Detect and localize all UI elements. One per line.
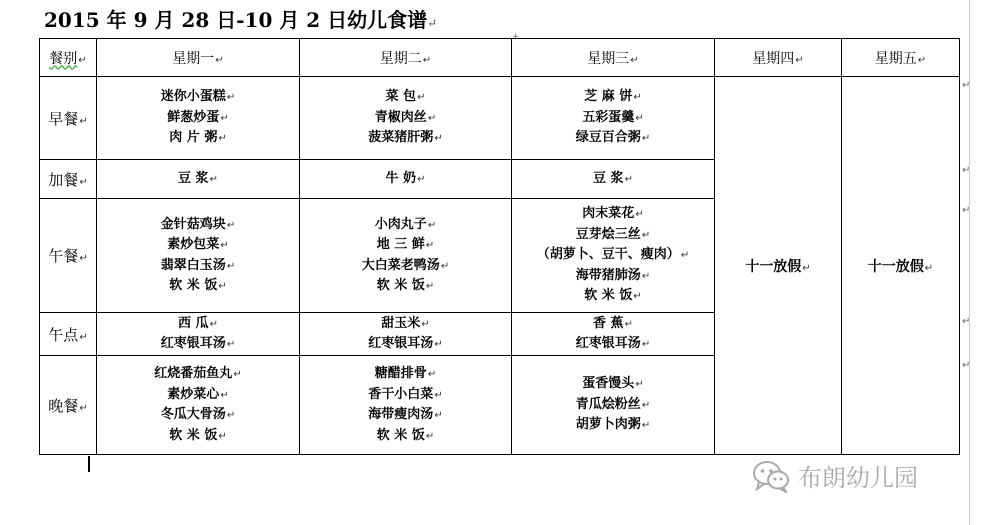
dish: 软 米 饭↵ bbox=[169, 427, 227, 443]
dish: 绿豆百合粥↵ bbox=[575, 130, 651, 146]
dish: 豆 浆↵ bbox=[178, 170, 218, 186]
dish: 菜 包↵ bbox=[385, 89, 426, 105]
dish: 香干小白菜↵ bbox=[368, 386, 443, 402]
dish: 牛 奶↵ bbox=[385, 170, 426, 186]
dish: 红枣银耳汤↵ bbox=[575, 336, 651, 351]
breakfast-row bbox=[40, 77, 960, 160]
dish: 大白菜老鸭汤↵ bbox=[361, 257, 450, 273]
dish: （胡萝卜、豆干、瘦肉）↵ bbox=[536, 247, 690, 263]
wechat-icon bbox=[752, 459, 790, 493]
menu-table bbox=[39, 38, 960, 455]
dish: 软 米 饭↵ bbox=[169, 278, 227, 293]
dish: 红烧番茄鱼丸↵ bbox=[154, 366, 242, 381]
dish: 软 米 饭↵ bbox=[376, 278, 435, 293]
cell-tue-dinner bbox=[300, 356, 512, 455]
dish: 菠菜猪肝粥↵ bbox=[368, 130, 443, 146]
dish: 豆芽烩三丝↵ bbox=[575, 226, 651, 242]
cell-mon-snack bbox=[97, 160, 300, 199]
cell-tue-lunch bbox=[300, 199, 512, 313]
header-friday: 星期五↵ bbox=[842, 39, 960, 77]
dish: 肉 片 粥↵ bbox=[169, 130, 227, 146]
table-anchor-mark: + bbox=[512, 32, 520, 42]
dish: 糖醋排骨↵ bbox=[374, 366, 437, 381]
cell-friday-holiday: 十一放假↵ bbox=[842, 77, 960, 455]
cell-mon-breakfast bbox=[97, 77, 300, 160]
meal-label-afternoon-snack: 午点↵ bbox=[40, 313, 97, 356]
row-end-mark: ↵ bbox=[962, 316, 971, 327]
row-end-mark: ↵ bbox=[962, 360, 971, 371]
header-meal: 餐别↵ bbox=[40, 39, 97, 77]
cell-wed-afternoon bbox=[512, 313, 715, 356]
dish: 地 三 鲜↵ bbox=[376, 237, 435, 252]
header-wednesday: 星期三↵ bbox=[512, 39, 715, 77]
dish: 红枣银耳汤↵ bbox=[368, 336, 443, 351]
dish: 青瓜烩粉丝↵ bbox=[575, 396, 651, 412]
dish: 西 瓜↵ bbox=[178, 315, 218, 331]
header-monday: 星期一↵ bbox=[97, 39, 300, 77]
dish: 甜玉米↵ bbox=[381, 315, 430, 331]
dish: 香 蕉↵ bbox=[593, 315, 633, 331]
meal-label-dinner: 晚餐↵ bbox=[40, 356, 97, 455]
dish: 小肉丸子↵ bbox=[374, 216, 437, 232]
cell-mon-afternoon bbox=[97, 313, 300, 356]
cell-tue-afternoon bbox=[300, 313, 512, 356]
dish: 豆 浆↵ bbox=[593, 170, 633, 186]
cell-wed-lunch bbox=[512, 199, 715, 313]
cell-wed-breakfast bbox=[512, 77, 715, 160]
watermark bbox=[752, 458, 918, 493]
page-title bbox=[44, 4, 437, 33]
dish: 五彩蛋羹↵ bbox=[582, 109, 644, 125]
dish: 红枣银耳汤↵ bbox=[160, 336, 236, 351]
dish: 素炒包菜↵ bbox=[167, 237, 229, 252]
dish: 青椒肉丝↵ bbox=[374, 109, 437, 125]
header-tuesday: 星期二↵ bbox=[300, 39, 512, 77]
cell-mon-dinner bbox=[97, 356, 300, 455]
text-cursor bbox=[88, 456, 90, 472]
dish: 胡萝卜肉粥↵ bbox=[575, 417, 651, 433]
meal-label-breakfast: 早餐↵ bbox=[40, 77, 97, 160]
dish: 软 米 饭↵ bbox=[376, 427, 435, 443]
cell-thursday-holiday: 十一放假↵ bbox=[715, 77, 842, 455]
header-thursday: 星期四↵ bbox=[715, 39, 842, 77]
dish: 芝 麻 饼↵ bbox=[584, 89, 642, 105]
dish: 翡翠白玉汤↵ bbox=[160, 257, 236, 273]
page-margin-line bbox=[969, 0, 970, 525]
cell-mon-lunch bbox=[97, 199, 300, 313]
dish: 素炒菜心↵ bbox=[167, 386, 229, 402]
dish: 冬瓜大骨汤↵ bbox=[160, 407, 236, 422]
row-end-mark: ↵ bbox=[962, 80, 971, 91]
cell-tue-breakfast bbox=[300, 77, 512, 160]
dish: 软 米 饭↵ bbox=[584, 288, 642, 304]
row-end-mark: ↵ bbox=[962, 165, 971, 176]
meal-label-snack: 加餐↵ bbox=[40, 160, 97, 199]
dish: 金针菇鸡块↵ bbox=[160, 216, 236, 232]
cell-tue-snack bbox=[300, 160, 512, 199]
dish: 海带瘦肉汤↵ bbox=[368, 407, 443, 422]
header-row bbox=[40, 39, 960, 77]
dish: 蛋香馒头↵ bbox=[582, 376, 644, 392]
dish: 鲜葱炒蛋↵ bbox=[167, 109, 229, 125]
dish: 迷你小蛋糕↵ bbox=[160, 89, 236, 105]
title-text: 2015 年 9 月 28 日-10 月 2 日幼儿食谱 bbox=[44, 8, 428, 32]
cell-wed-dinner bbox=[512, 356, 715, 455]
meal-label-lunch: 午餐↵ bbox=[40, 199, 97, 313]
cell-wed-snack bbox=[512, 160, 715, 199]
row-end-mark: ↵ bbox=[962, 205, 971, 216]
dish: 肉末菜花↵ bbox=[582, 206, 644, 222]
paragraph-mark: ↵ bbox=[427, 16, 438, 30]
dish: 海带猪肺汤↵ bbox=[575, 267, 651, 283]
watermark-text: 布朗幼儿园 bbox=[798, 464, 918, 492]
